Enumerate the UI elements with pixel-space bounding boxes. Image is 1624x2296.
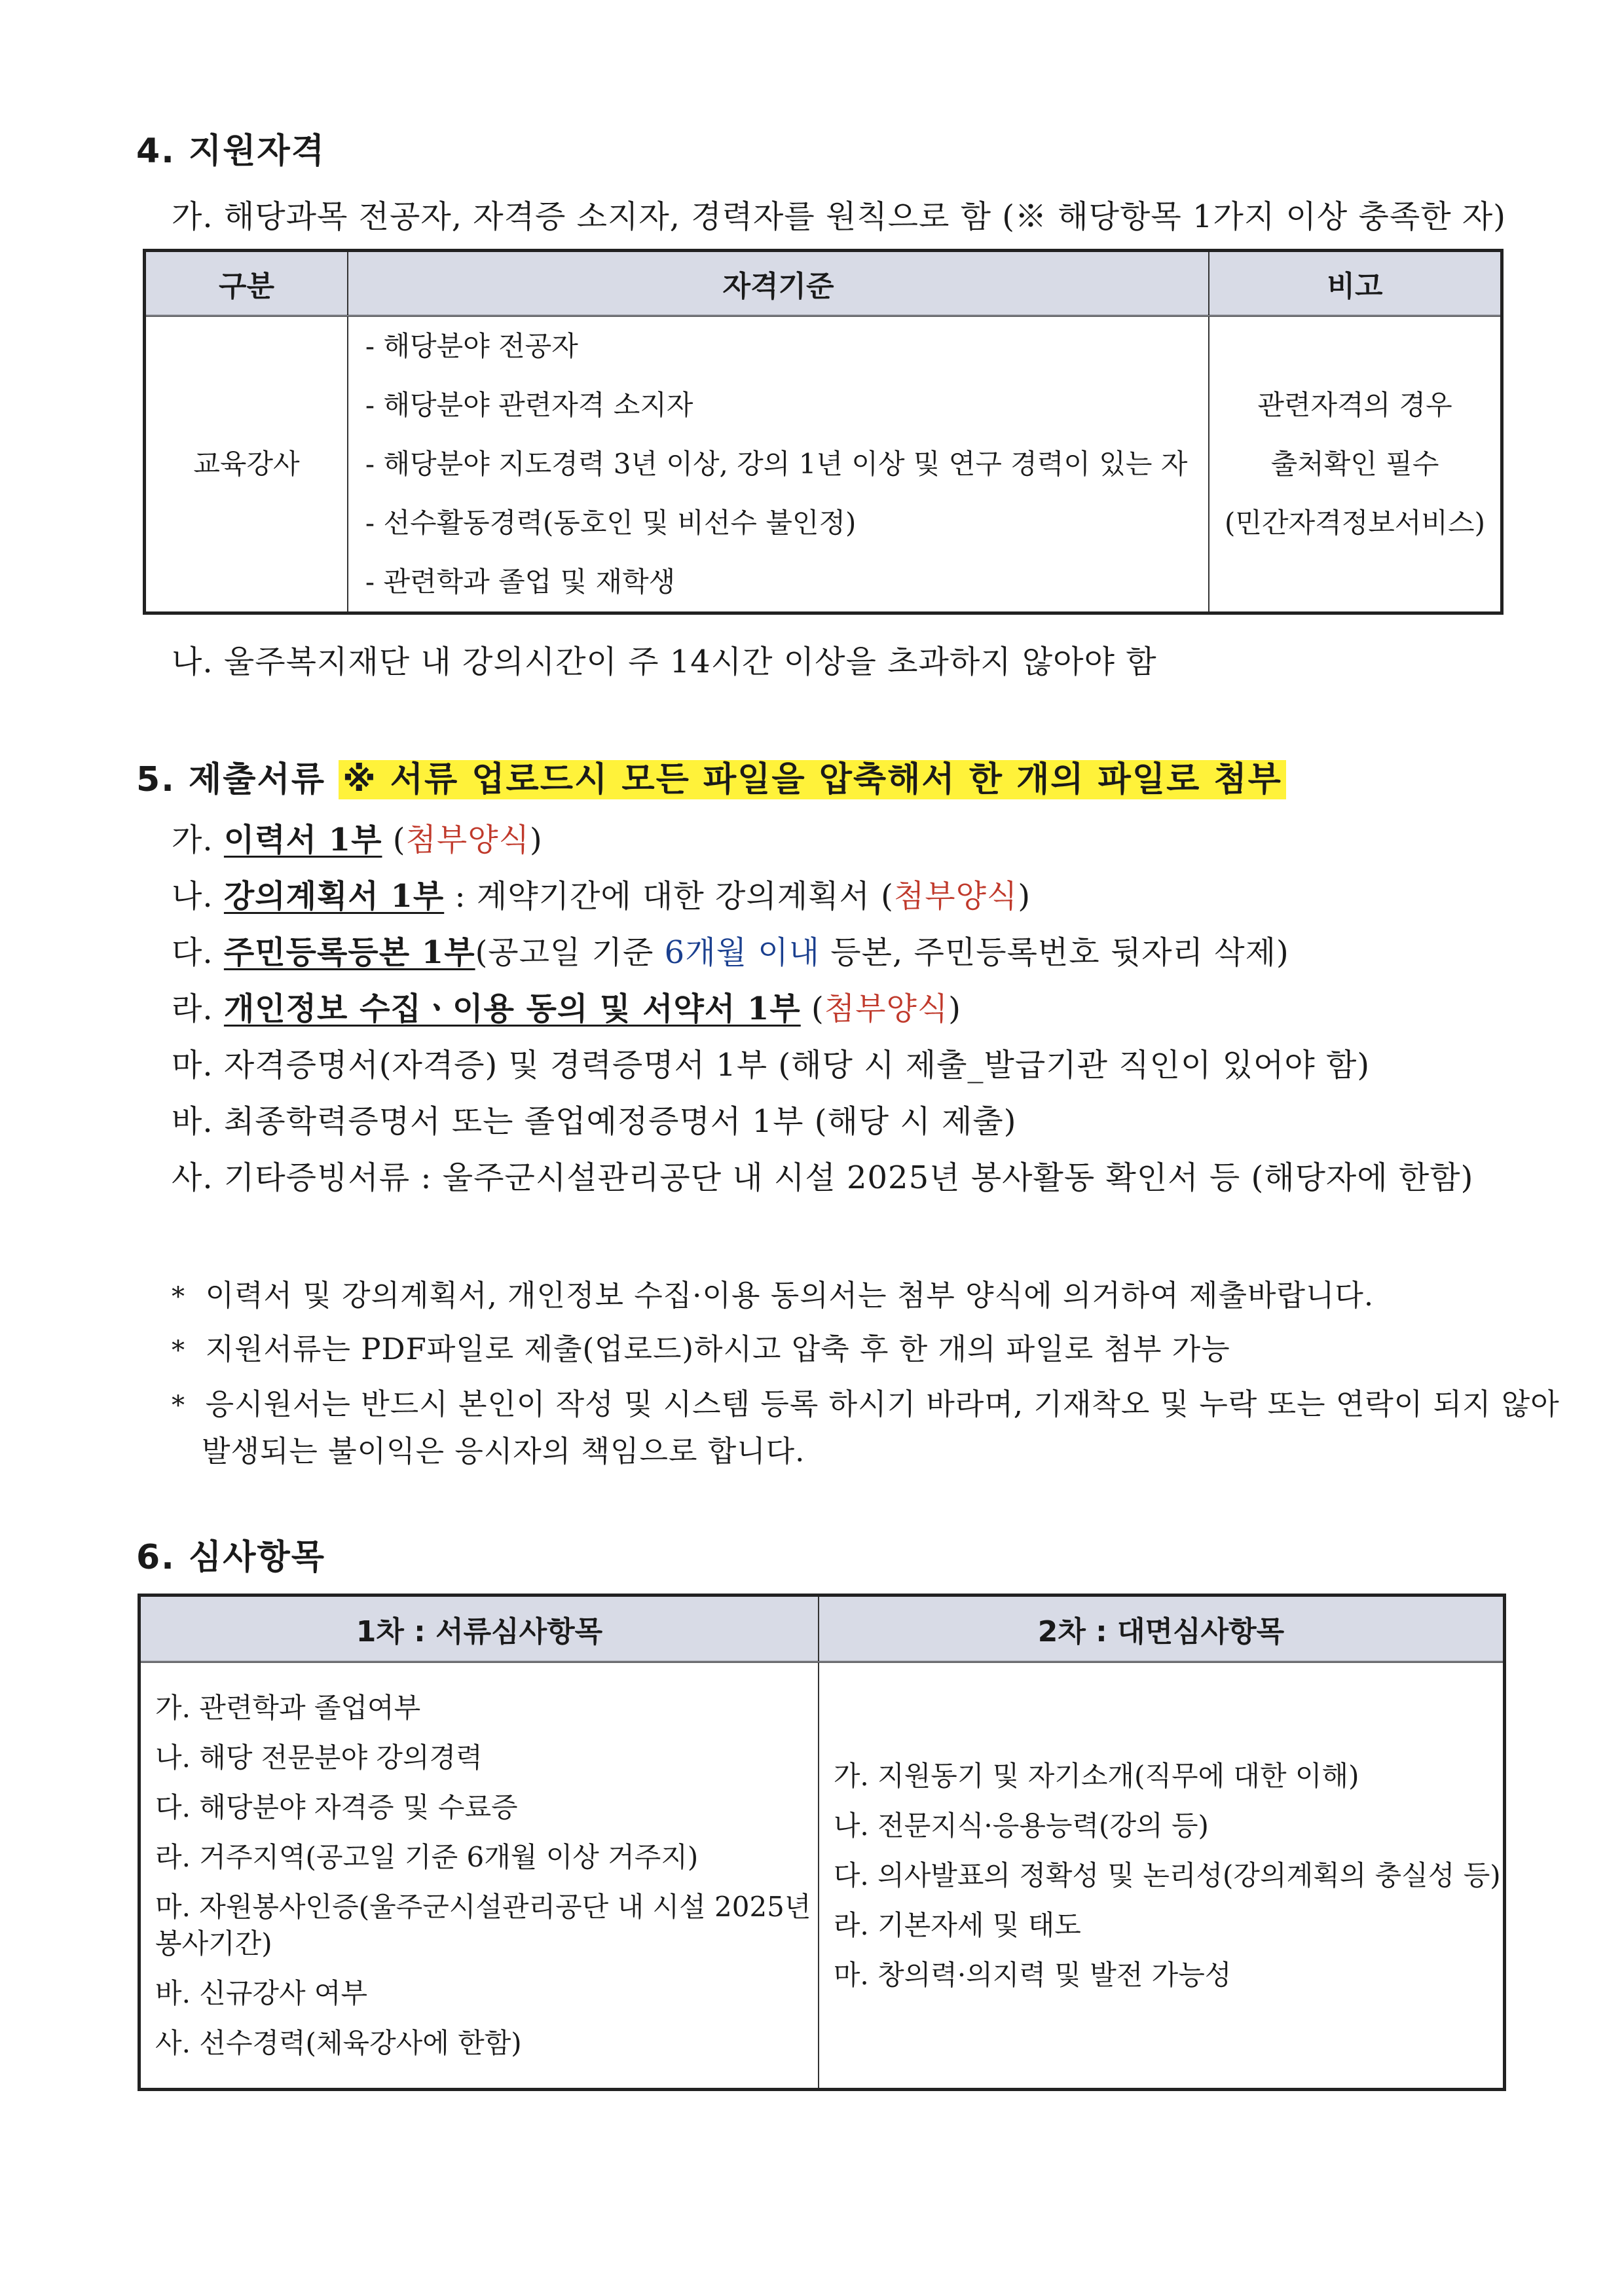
section-4-item-ga: 가. 해당과목 전공자, 자격증 소지자, 경력자를 원칙으로 함 (※ 해당항목 1가지 이상 충족한 자) bbox=[172, 198, 1507, 235]
note-text: 응시원서는 반드시 본인이 작성 및 시스템 등록 하시기 바라며, 기재착오 및 누락 또는 연락이 되지 않아 bbox=[205, 1387, 1560, 1421]
paren-open: ( bbox=[800, 991, 824, 1027]
list-item-continuation: 봉사기간) bbox=[155, 1927, 272, 1959]
list-item: 라. 거주지역(공고일 기준 6개월 이상 거주지) bbox=[155, 1840, 699, 1873]
doc-name: 강의계획서 1부 bbox=[223, 878, 445, 915]
paren-close: ) bbox=[1018, 878, 1031, 915]
remarks-cell bbox=[1209, 316, 1502, 613]
criteria-item: - 관련학과 졸업 및 재학생 bbox=[365, 566, 676, 598]
evaluation-table bbox=[138, 1594, 1506, 2091]
note-text: 지원서류는 PDF파일로 제출(업로드)하시고 압축 후 한 개의 파일로 첨부 가능 bbox=[205, 1332, 1230, 1366]
section-6-heading: 6. 심사항목 bbox=[136, 1538, 325, 1577]
doc-item-ra bbox=[172, 983, 961, 1029]
list-item: 가. 관련학과 졸업여부 bbox=[155, 1691, 421, 1724]
remark-line: (민간자격정보서비스) bbox=[1225, 507, 1485, 539]
attachment-form-label: 첨부양식 bbox=[824, 991, 949, 1027]
remark-line: 출처확인 필수 bbox=[1270, 448, 1439, 480]
doc-item-da bbox=[172, 927, 1289, 972]
doc-item-sa: 사. 기타증빙서류 : 울주군시설관리공단 내 시설 2025년 봉사활동 확인서 등 (해당자에 한함) bbox=[172, 1159, 1474, 1196]
paren-close: ) bbox=[529, 822, 543, 858]
note-3 bbox=[172, 1380, 1560, 1423]
doc-desc: (공고일 기준 bbox=[475, 934, 665, 971]
note-text: 이력서 및 강의계획서, 개인정보 수집·이용 동의서는 첨부 양식에 의거하여 제출바랍니다. bbox=[205, 1278, 1375, 1313]
list-item: 바. 신규강사 여부 bbox=[155, 1977, 368, 2009]
list-item: 나. 전문지식·응용능력(강의 등) bbox=[833, 1809, 1209, 1842]
doc-name: 개인정보 수집ㆍ이용 동의 및 서약서 1부 bbox=[223, 991, 801, 1027]
note-1 bbox=[172, 1271, 1374, 1314]
interview-cell bbox=[819, 1662, 1505, 2090]
section-5-heading: 5. 제출서류 bbox=[136, 760, 325, 799]
paren-close: ) bbox=[948, 991, 961, 1027]
section-4-heading: 4. 지원자격 bbox=[136, 132, 325, 171]
doc-item-ma: 마. 자격증명서(자격증) 및 경력증명서 1부 (해당 시 제출_발급기관 직인이 있어야 함) bbox=[172, 1047, 1371, 1084]
paren-open: ( bbox=[382, 822, 406, 858]
qualification-table bbox=[143, 249, 1504, 615]
asterisk-icon: * bbox=[172, 1336, 185, 1366]
criteria-item: - 해당분야 지도경력 3년 이상, 강의 1년 이상 및 연구 경력이 있는 자 bbox=[365, 448, 1188, 480]
note-2 bbox=[172, 1325, 1230, 1368]
criteria-item: - 해당분야 관련자격 소지자 bbox=[365, 389, 693, 421]
note-3-continuation: 발생되는 불이익은 응시자의 책임으로 합니다. bbox=[202, 1434, 805, 1468]
criteria-item: - 선수활동경력(동호인 및 비선수 불인정) bbox=[365, 507, 857, 539]
remark-line: 관련자격의 경우 bbox=[1257, 389, 1452, 421]
table-header-remarks: 비고 bbox=[1209, 251, 1502, 316]
attachment-form-label: 첨부양식 bbox=[405, 822, 530, 858]
list-item: 마. 창의력·의지력 및 발전 가능성 bbox=[833, 1958, 1232, 1991]
doc-item-na bbox=[172, 871, 1031, 916]
list-item: 가. 지원동기 및 자기소개(직무에 대한 이해) bbox=[833, 1759, 1359, 1792]
list-item: 다. 해당분야 자격증 및 수료증 bbox=[155, 1791, 518, 1823]
doc-name: 이력서 1부 bbox=[223, 822, 382, 858]
section-5-heading-row bbox=[136, 752, 1286, 801]
list-item: 나. 해당 전문분야 강의경력 bbox=[155, 1741, 483, 1774]
table-header-document-review: 1차 : 서류심사항목 bbox=[139, 1595, 819, 1662]
doc-item-ba: 바. 최종학력증명서 또는 졸업예정증명서 1부 (해당 시 제출) bbox=[172, 1103, 1017, 1140]
asterisk-icon: * bbox=[172, 1282, 185, 1312]
upload-notice: ※ 서류 업로드시 모든 파일을 압축해서 한 개의 파일로 첨부 bbox=[339, 760, 1286, 799]
doc-item-ga bbox=[172, 814, 543, 860]
category-cell: 교육강사 bbox=[145, 316, 348, 613]
doc-desc: 등본, 주민등록번호 뒷자리 삭제) bbox=[819, 934, 1289, 971]
criteria-item: - 해당분야 전공자 bbox=[365, 330, 578, 362]
table-header-category: 구분 bbox=[145, 251, 348, 316]
section-4-item-na: 나. 울주복지재단 내 강의시간이 주 14시간 이상을 초과하지 않아야 함 bbox=[172, 644, 1157, 680]
list-item: 마. 자원봉사인증(울주군시설관리공단 내 시설 2025년 bbox=[155, 1890, 811, 1923]
list-item: 라. 기본자세 및 태도 bbox=[833, 1908, 1081, 1941]
asterisk-icon: * bbox=[172, 1391, 185, 1421]
doc-desc: : 계약기간에 대한 강의계획서 ( bbox=[444, 878, 894, 915]
item-prefix: 라. bbox=[172, 991, 224, 1027]
doc-name: 주민등록등본 1부 bbox=[223, 934, 475, 971]
item-prefix: 가. bbox=[172, 822, 224, 858]
item-prefix: 다. bbox=[172, 934, 224, 971]
attachment-form-label: 첨부양식 bbox=[893, 878, 1018, 915]
table-header-interview: 2차 : 대면심사항목 bbox=[819, 1595, 1505, 1662]
list-item: 다. 의사발표의 정확성 및 논리성(강의계획의 충실성 등) bbox=[833, 1859, 1501, 1891]
period-highlight: 6개월 이내 bbox=[664, 934, 820, 971]
document-review-cell bbox=[139, 1662, 819, 2090]
criteria-cell bbox=[348, 316, 1209, 613]
item-prefix: 나. bbox=[172, 878, 224, 915]
list-item: 사. 선수경력(체육강사에 한함) bbox=[155, 2026, 522, 2059]
table-header-criteria: 자격기준 bbox=[348, 251, 1209, 316]
